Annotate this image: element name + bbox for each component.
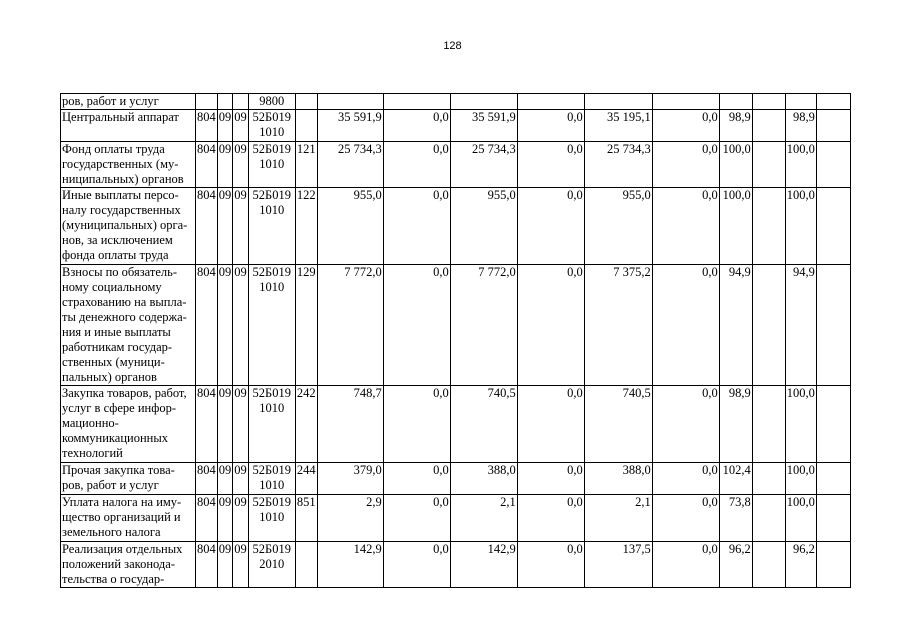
- pr-code-cell: 09: [233, 463, 249, 495]
- percent-cell-3: 100,0: [785, 188, 816, 265]
- value-cell-3: 2,1: [450, 495, 517, 542]
- value-cell-2: [383, 94, 450, 110]
- rz-code-cell: 09: [217, 188, 233, 265]
- value-cell-3: 142,9: [450, 542, 517, 588]
- percent-cell-3: 94,9: [785, 265, 816, 386]
- value-cell-1: 7 772,0: [317, 265, 383, 386]
- ved-code-cell: [196, 94, 218, 110]
- value-cell-6: 0,0: [652, 386, 719, 463]
- percent-cell-3: [785, 94, 816, 110]
- ved-code-cell: 804: [196, 142, 218, 188]
- percent-cell-4: [816, 94, 850, 110]
- percent-cell-3: 100,0: [785, 495, 816, 542]
- value-cell-4: 0,0: [517, 142, 584, 188]
- percent-cell-2: [752, 142, 785, 188]
- rz-code-cell: 09: [217, 386, 233, 463]
- value-cell-2: 0,0: [383, 265, 450, 386]
- value-cell-3: 955,0: [450, 188, 517, 265]
- value-cell-6: 0,0: [652, 495, 719, 542]
- value-cell-1: 142,9: [317, 542, 383, 588]
- table-body: [61, 94, 851, 588]
- vr-code-cell: 851: [295, 495, 317, 542]
- value-cell-6: 0,0: [652, 142, 719, 188]
- value-cell-4: [517, 94, 584, 110]
- row-name-cell: Взносы по обязатель-ному социальному страхованию на выпла-ты денежного содержа-ния и иные выплаты работникам государ-ственных (муници-пальных) органов: [61, 265, 196, 386]
- page-number: 128: [443, 40, 462, 52]
- value-cell-5: [584, 94, 652, 110]
- value-cell-5: 388,0: [584, 463, 652, 495]
- table-row: [61, 265, 851, 386]
- percent-cell-4: [816, 386, 850, 463]
- percent-cell-1: 102,4: [719, 463, 752, 495]
- value-cell-2: 0,0: [383, 110, 450, 142]
- percent-cell-1: 94,9: [719, 265, 752, 386]
- value-cell-6: 0,0: [652, 265, 719, 386]
- percent-cell-4: [816, 188, 850, 265]
- budget-table: [60, 93, 851, 588]
- percent-cell-2: [752, 265, 785, 386]
- ved-code-cell: 804: [196, 265, 218, 386]
- value-cell-3: 740,5: [450, 386, 517, 463]
- pr-code-cell: 09: [233, 188, 249, 265]
- value-cell-5: 35 195,1: [584, 110, 652, 142]
- vr-code-cell: [295, 94, 317, 110]
- percent-cell-1: 100,0: [719, 142, 752, 188]
- percent-cell-2: [752, 386, 785, 463]
- pr-code-cell: 09: [233, 495, 249, 542]
- value-cell-5: 25 734,3: [584, 142, 652, 188]
- value-cell-1: 748,7: [317, 386, 383, 463]
- row-name-cell: Закупка товаров, работ, услуг в сфере инфор-мационно-коммуникационных технологий: [61, 386, 196, 463]
- ved-code-cell: 804: [196, 386, 218, 463]
- value-cell-1: 379,0: [317, 463, 383, 495]
- table-row: [61, 386, 851, 463]
- csr-code-cell: 52Б019 1010: [248, 142, 295, 188]
- table-row: [61, 542, 851, 588]
- ved-code-cell: 804: [196, 495, 218, 542]
- value-cell-4: 0,0: [517, 110, 584, 142]
- value-cell-6: 0,0: [652, 110, 719, 142]
- row-name-cell: Реализация отдельных положений законода-тельства о государ-: [61, 542, 196, 588]
- table-row: [61, 94, 851, 110]
- percent-cell-4: [816, 495, 850, 542]
- value-cell-5: 137,5: [584, 542, 652, 588]
- pr-code-cell: [233, 94, 249, 110]
- ved-code-cell: 804: [196, 542, 218, 588]
- row-name-cell: Прочая закупка това-ров, работ и услуг: [61, 463, 196, 495]
- percent-cell-2: [752, 94, 785, 110]
- percent-cell-2: [752, 188, 785, 265]
- value-cell-5: 740,5: [584, 386, 652, 463]
- csr-code-cell: 52Б019 1010: [248, 110, 295, 142]
- value-cell-6: [652, 94, 719, 110]
- ved-code-cell: 804: [196, 188, 218, 265]
- pr-code-cell: 09: [233, 142, 249, 188]
- value-cell-1: [317, 94, 383, 110]
- percent-cell-1: 98,9: [719, 386, 752, 463]
- percent-cell-2: [752, 542, 785, 588]
- value-cell-1: 25 734,3: [317, 142, 383, 188]
- percent-cell-3: 98,9: [785, 110, 816, 142]
- percent-cell-3: 96,2: [785, 542, 816, 588]
- rz-code-cell: 09: [217, 110, 233, 142]
- pr-code-cell: 09: [233, 542, 249, 588]
- ved-code-cell: 804: [196, 110, 218, 142]
- table-row: [61, 142, 851, 188]
- vr-code-cell: 122: [295, 188, 317, 265]
- table-row: [61, 188, 851, 265]
- percent-cell-2: [752, 463, 785, 495]
- percent-cell-1: 100,0: [719, 188, 752, 265]
- value-cell-2: 0,0: [383, 386, 450, 463]
- percent-cell-3: 100,0: [785, 463, 816, 495]
- value-cell-4: 0,0: [517, 386, 584, 463]
- value-cell-6: 0,0: [652, 188, 719, 265]
- percent-cell-1: [719, 94, 752, 110]
- percent-cell-4: [816, 265, 850, 386]
- percent-cell-4: [816, 142, 850, 188]
- rz-code-cell: 09: [217, 542, 233, 588]
- value-cell-2: 0,0: [383, 463, 450, 495]
- percent-cell-2: [752, 110, 785, 142]
- csr-code-cell: 9800: [248, 94, 295, 110]
- rz-code-cell: [217, 94, 233, 110]
- vr-code-cell: 244: [295, 463, 317, 495]
- value-cell-4: 0,0: [517, 463, 584, 495]
- rz-code-cell: 09: [217, 142, 233, 188]
- percent-cell-4: [816, 542, 850, 588]
- value-cell-3: 25 734,3: [450, 142, 517, 188]
- value-cell-2: 0,0: [383, 495, 450, 542]
- percent-cell-1: 98,9: [719, 110, 752, 142]
- value-cell-4: 0,0: [517, 265, 584, 386]
- csr-code-cell: 52Б019 1010: [248, 386, 295, 463]
- row-name-cell: Иные выплаты персо-налу государственных (муниципальных) орга-нов, за исключением фонда оплаты труда: [61, 188, 196, 265]
- percent-cell-1: 73,8: [719, 495, 752, 542]
- csr-code-cell: 52Б019 1010: [248, 495, 295, 542]
- pr-code-cell: 09: [233, 110, 249, 142]
- value-cell-2: 0,0: [383, 188, 450, 265]
- row-name-cell: ров, работ и услуг: [61, 94, 196, 110]
- value-cell-5: 955,0: [584, 188, 652, 265]
- pr-code-cell: 09: [233, 265, 249, 386]
- percent-cell-3: 100,0: [785, 142, 816, 188]
- value-cell-6: 0,0: [652, 542, 719, 588]
- csr-code-cell: 52Б019 1010: [248, 265, 295, 386]
- rz-code-cell: 09: [217, 495, 233, 542]
- row-name-cell: Уплата налога на иму-щество организаций и земельного налога: [61, 495, 196, 542]
- value-cell-2: 0,0: [383, 542, 450, 588]
- table-row: [61, 495, 851, 542]
- value-cell-4: 0,0: [517, 542, 584, 588]
- vr-code-cell: 242: [295, 386, 317, 463]
- value-cell-5: 2,1: [584, 495, 652, 542]
- value-cell-3: [450, 94, 517, 110]
- value-cell-1: 955,0: [317, 188, 383, 265]
- csr-code-cell: 52Б019 1010: [248, 188, 295, 265]
- value-cell-4: 0,0: [517, 495, 584, 542]
- rz-code-cell: 09: [217, 463, 233, 495]
- rz-code-cell: 09: [217, 265, 233, 386]
- percent-cell-1: 96,2: [719, 542, 752, 588]
- vr-code-cell: 129: [295, 265, 317, 386]
- value-cell-3: 35 591,9: [450, 110, 517, 142]
- value-cell-5: 7 375,2: [584, 265, 652, 386]
- csr-code-cell: 52Б019 1010: [248, 463, 295, 495]
- percent-cell-4: [816, 463, 850, 495]
- row-name-cell: Фонд оплаты труда государственных (му-ниципальных) органов: [61, 142, 196, 188]
- pr-code-cell: 09: [233, 386, 249, 463]
- percent-cell-2: [752, 495, 785, 542]
- value-cell-1: 35 591,9: [317, 110, 383, 142]
- percent-cell-4: [816, 110, 850, 142]
- ved-code-cell: 804: [196, 463, 218, 495]
- vr-code-cell: [295, 110, 317, 142]
- value-cell-4: 0,0: [517, 188, 584, 265]
- vr-code-cell: [295, 542, 317, 588]
- csr-code-cell: 52Б019 2010: [248, 542, 295, 588]
- percent-cell-3: 100,0: [785, 386, 816, 463]
- value-cell-3: 388,0: [450, 463, 517, 495]
- vr-code-cell: 121: [295, 142, 317, 188]
- table-row: [61, 110, 851, 142]
- row-name-cell: Центральный аппарат: [61, 110, 196, 142]
- value-cell-2: 0,0: [383, 142, 450, 188]
- value-cell-1: 2,9: [317, 495, 383, 542]
- value-cell-6: 0,0: [652, 463, 719, 495]
- table-row: [61, 463, 851, 495]
- value-cell-3: 7 772,0: [450, 265, 517, 386]
